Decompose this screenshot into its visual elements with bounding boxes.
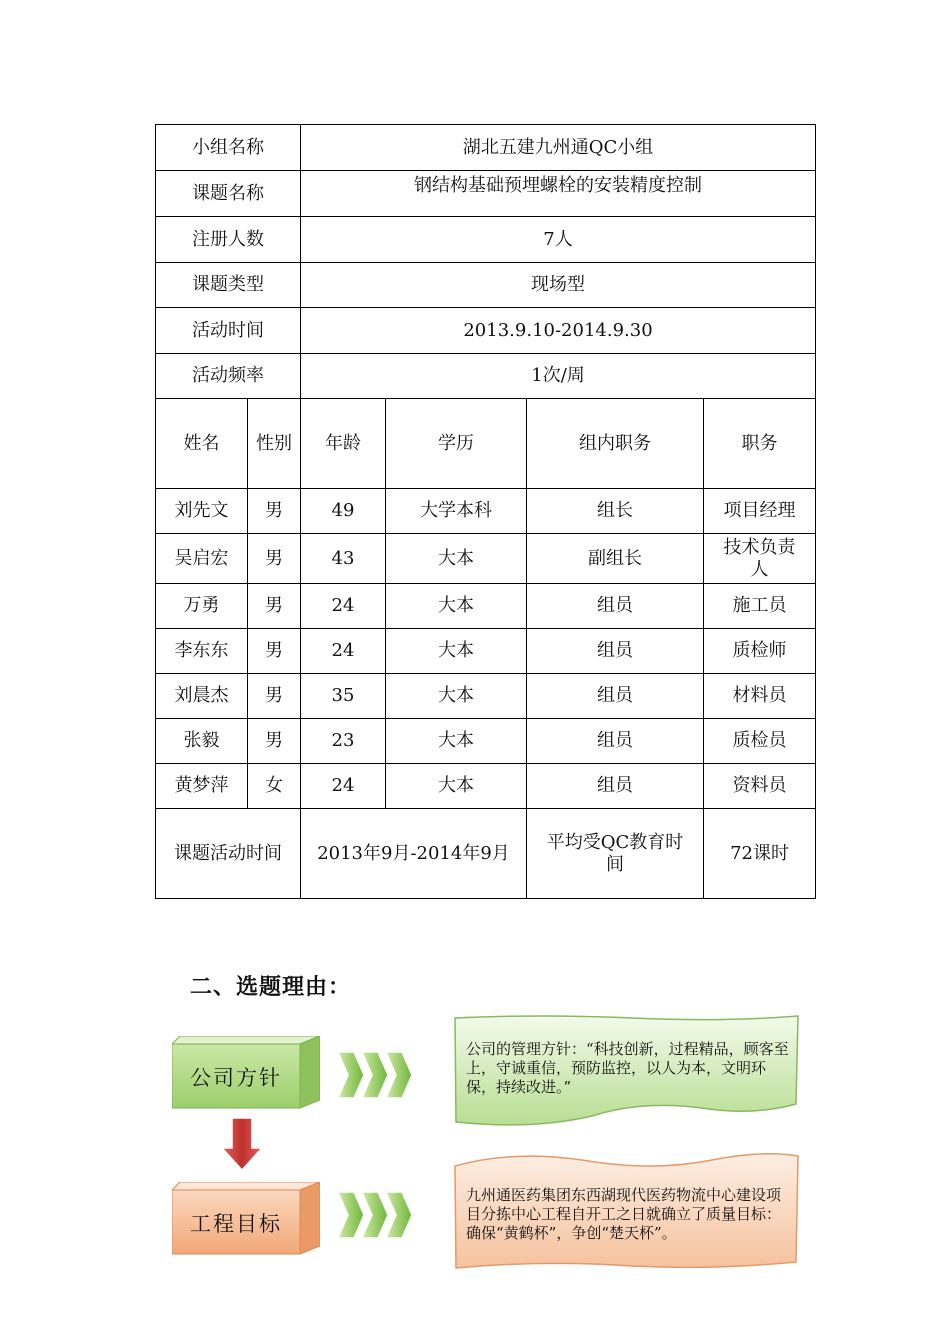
summary-row <box>156 809 816 899</box>
table-row <box>156 584 816 629</box>
member-gender: 男 <box>248 674 301 719</box>
member-gender: 男 <box>248 719 301 764</box>
chevron-arrows-icon <box>336 1190 416 1240</box>
members-label: 注册人数 <box>156 217 301 263</box>
header-name: 姓名 <box>156 399 248 489</box>
member-education: 大本 <box>386 629 527 674</box>
period-value: 2013.9.10-2014.9.30 <box>301 308 816 354</box>
header-age: 年龄 <box>301 399 386 489</box>
down-arrow-icon <box>220 1118 264 1172</box>
header-group-role: 组内职务 <box>527 399 704 489</box>
chevron-arrows-icon <box>336 1050 416 1100</box>
member-education: 大本 <box>386 719 527 764</box>
topic-label: 课题名称 <box>156 171 301 217</box>
project-goal-label: 工程目标 <box>190 1212 282 1236</box>
table-row <box>156 674 816 719</box>
member-age: 24 <box>301 629 386 674</box>
member-position: 质检师 <box>704 629 816 674</box>
header-education: 学历 <box>386 399 527 489</box>
member-group-role: 副组长 <box>527 534 704 584</box>
member-position: 技术负责人 <box>704 534 816 584</box>
member-group-role: 组员 <box>527 764 704 809</box>
table-header-row <box>156 399 816 489</box>
training-label: 平均受QC教育时间 <box>527 809 704 899</box>
member-group-role: 组长 <box>527 489 704 534</box>
member-position: 材料员 <box>704 674 816 719</box>
company-policy-box <box>172 1036 320 1110</box>
member-group-role: 组员 <box>527 629 704 674</box>
member-gender: 男 <box>248 629 301 674</box>
member-group-role: 组员 <box>527 674 704 719</box>
table-row <box>156 764 816 809</box>
member-group-role: 组员 <box>527 719 704 764</box>
member-position: 项目经理 <box>704 489 816 534</box>
member-name: 黄梦萍 <box>156 764 248 809</box>
member-education: 大本 <box>386 764 527 809</box>
member-education: 大本 <box>386 534 527 584</box>
table-row <box>156 534 816 584</box>
activity-time-value: 2013年9月-2014年9月 <box>301 809 527 899</box>
table-row <box>156 719 816 764</box>
company-policy-text: 公司的管理方针：“科技创新，过程精品，顾客至上，守诚重信，预防监控，以人为本，文明环保，持续改进。” <box>466 1040 789 1096</box>
project-goal-box <box>172 1182 320 1256</box>
member-position: 质检员 <box>704 719 816 764</box>
member-education: 大本 <box>386 674 527 719</box>
member-education: 大学本科 <box>386 489 527 534</box>
members-value: 7人 <box>301 217 816 263</box>
member-age: 24 <box>301 584 386 629</box>
member-age: 49 <box>301 489 386 534</box>
table-row <box>156 489 816 534</box>
type-label: 课题类型 <box>156 263 301 308</box>
member-name: 吴启宏 <box>156 534 248 584</box>
member-position: 施工员 <box>704 584 816 629</box>
table-row <box>156 629 816 674</box>
topic-value: 钢结构基础预埋螺栓的安装精度控制 <box>301 171 816 217</box>
member-name: 刘晨杰 <box>156 674 248 719</box>
member-age: 24 <box>301 764 386 809</box>
qc-group-table <box>155 124 816 899</box>
member-name: 刘先文 <box>156 489 248 534</box>
frequency-value: 1次/周 <box>301 354 816 399</box>
member-gender: 男 <box>248 534 301 584</box>
member-group-role: 组员 <box>527 584 704 629</box>
type-value: 现场型 <box>301 263 816 308</box>
project-goal-text: 九州通医药集团东西湖现代医药物流中心建设项目分拣中心工程自开工之日就确立了质量目标：确保“黄鹤杯”，争创“楚天杯”。 <box>466 1186 782 1242</box>
member-name: 张毅 <box>156 719 248 764</box>
period-label: 活动时间 <box>156 308 301 354</box>
member-gender: 男 <box>248 584 301 629</box>
group-name-value: 湖北五建九州通QC小组 <box>301 125 816 171</box>
member-age: 23 <box>301 719 386 764</box>
member-age: 35 <box>301 674 386 719</box>
company-policy-note <box>452 1012 802 1128</box>
member-name: 万勇 <box>156 584 248 629</box>
training-value: 72课时 <box>704 809 816 899</box>
member-gender: 男 <box>248 489 301 534</box>
header-gender: 性别 <box>248 399 301 489</box>
member-education: 大本 <box>386 584 527 629</box>
member-age: 43 <box>301 534 386 584</box>
group-name-label: 小组名称 <box>156 125 301 171</box>
activity-time-label: 课题活动时间 <box>156 809 301 899</box>
frequency-label: 活动频率 <box>156 354 301 399</box>
company-policy-label: 公司方针 <box>190 1066 282 1090</box>
member-name: 李东东 <box>156 629 248 674</box>
member-position: 资料员 <box>704 764 816 809</box>
header-position: 职务 <box>704 399 816 489</box>
section-title: 二、选题理由： <box>190 975 352 1000</box>
member-gender: 女 <box>248 764 301 809</box>
project-goal-note <box>452 1148 802 1272</box>
